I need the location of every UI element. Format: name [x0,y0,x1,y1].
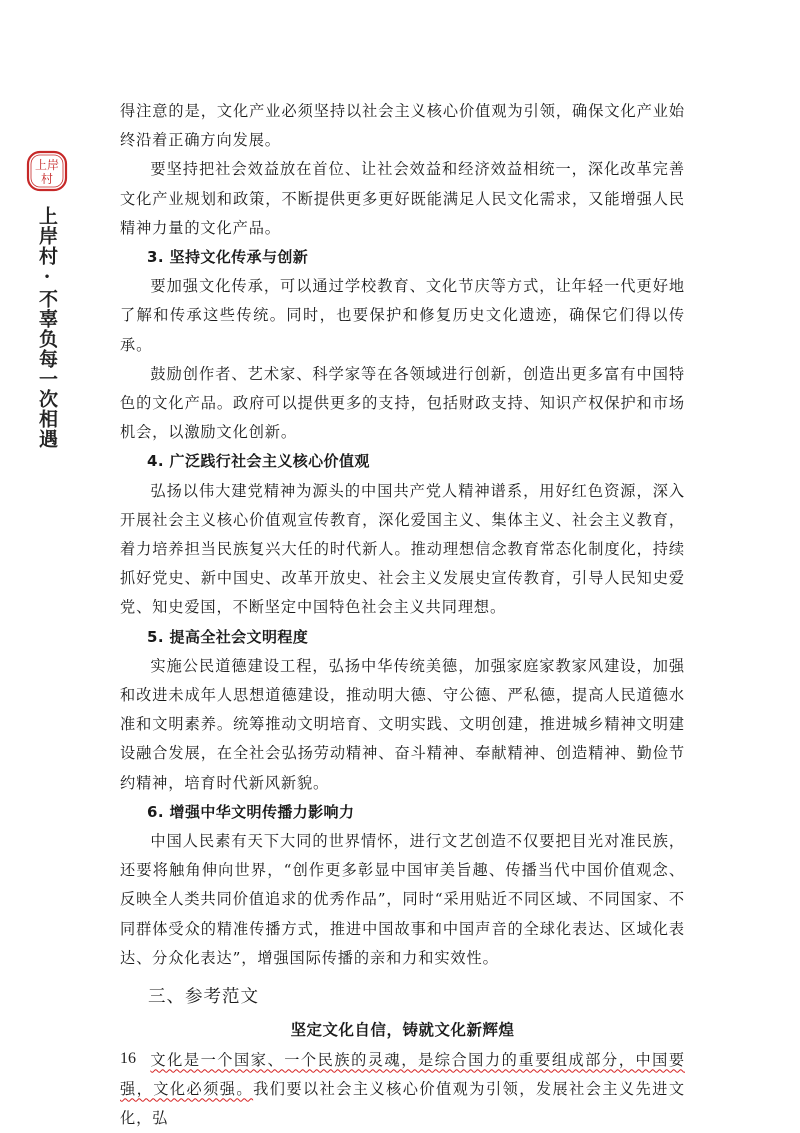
wavy-underlined-text: 文化是一个国家、一个民族的灵魂，是综合国力的重要组成部分，中国要强，文化必须强。 [120,1051,685,1098]
shangancun-logo-icon [26,150,68,192]
page-content [120,97,685,1133]
subheading-3: 3. 坚持文化传承与创新 [120,243,685,272]
svg-text:上岸: 上岸 [35,157,59,172]
paragraph-3: 要加强文化传承，可以通过学校教育、文化节庆等方式，让年轻一代更好地了解和传承这些传统。同时，也要保护和修复历史文化遗迹，确保它们得以传承。 [120,272,685,360]
article-text: 我们要以社会主义核心价值观为引领，发展社会主义先进文化，弘 [120,1080,685,1127]
paragraph-5: 弘扬以伟大建党精神为源头的中国共产党人精神谱系，用好红色资源，深入开展社会主义核心价值观宣传教育，深化爱国主义、集体主义、社会主义教育，着力培养担当民族复兴大任的时代新人。推动理想信念教育常态化制度化，持续抓好党史、新中国史、改革开放史、社会主义发展史宣传教育，引导人民知史爱党、知史爱国，不断坚定中国特色社会主义共同理想。 [120,477,685,623]
svg-text:村: 村 [41,171,53,186]
paragraph-4: 鼓励创作者、艺术家、科学家等在各领域进行创新，创造出更多富有中国特色的文化产品。政府可以提供更多的支持，包括财政支持、知识产权保护和市场机会，以激励文化创新。 [120,360,685,448]
subheading-5: 5. 提高全社会文明程度 [120,623,685,652]
subheading-4: 4. 广泛践行社会主义核心价值观 [120,447,685,476]
section-heading: 三、参考范文 [120,983,685,1012]
article-title: 坚定文化自信，铸就文化新辉煌 [120,1016,685,1045]
paragraph-7: 中国人民素有天下大同的世界情怀，进行文艺创造不仅要把目光对准民族，还要将触角伸向世界，“创作更多彰显中国审美旨趣、传播当代中国价值观念、反映全人类共同价值追求的优秀作品”，同时“采用贴近不同区域、不同国家、不同群体受众的精准传播方式，推进中国故事和中国声音的全球化表达、区域化表达、分众化表达”，增强国际传播的亲和力和实效性。 [120,827,685,973]
page-number: 16 [120,1050,136,1068]
article-paragraph [120,1046,685,1133]
paragraph-2: 要坚持把社会效益放在首位、让社会效益和经济效益相统一，深化改革完善文化产业规划和政策，不断提供更多更好既能满足人民文化需求，又能增强人民精神力量的文化产品。 [120,155,685,243]
sidebar-slogan: 上岸村·不辜负每一次相遇 [34,206,60,449]
paragraph-6: 实施公民道德建设工程，弘扬中华传统美德，加强家庭家教家风建设，加强和改进未成年人思想道德建设，推动明大德、守公德、严私德，提高人民道德水准和文明素养。统筹推动文明培育、文明实践、文明创建，推进城乡精神文明建设融合发展，在全社会弘扬劳动精神、奋斗精神、奉献精神、创造精神、勤俭节约精神，培育时代新风新貌。 [120,652,685,798]
paragraph-1: 得注意的是，文化产业必须坚持以社会主义核心价值观为引领，确保文化产业始终沿着正确方向发展。 [120,97,685,155]
subheading-6: 6. 增强中华文明传播力影响力 [120,798,685,827]
